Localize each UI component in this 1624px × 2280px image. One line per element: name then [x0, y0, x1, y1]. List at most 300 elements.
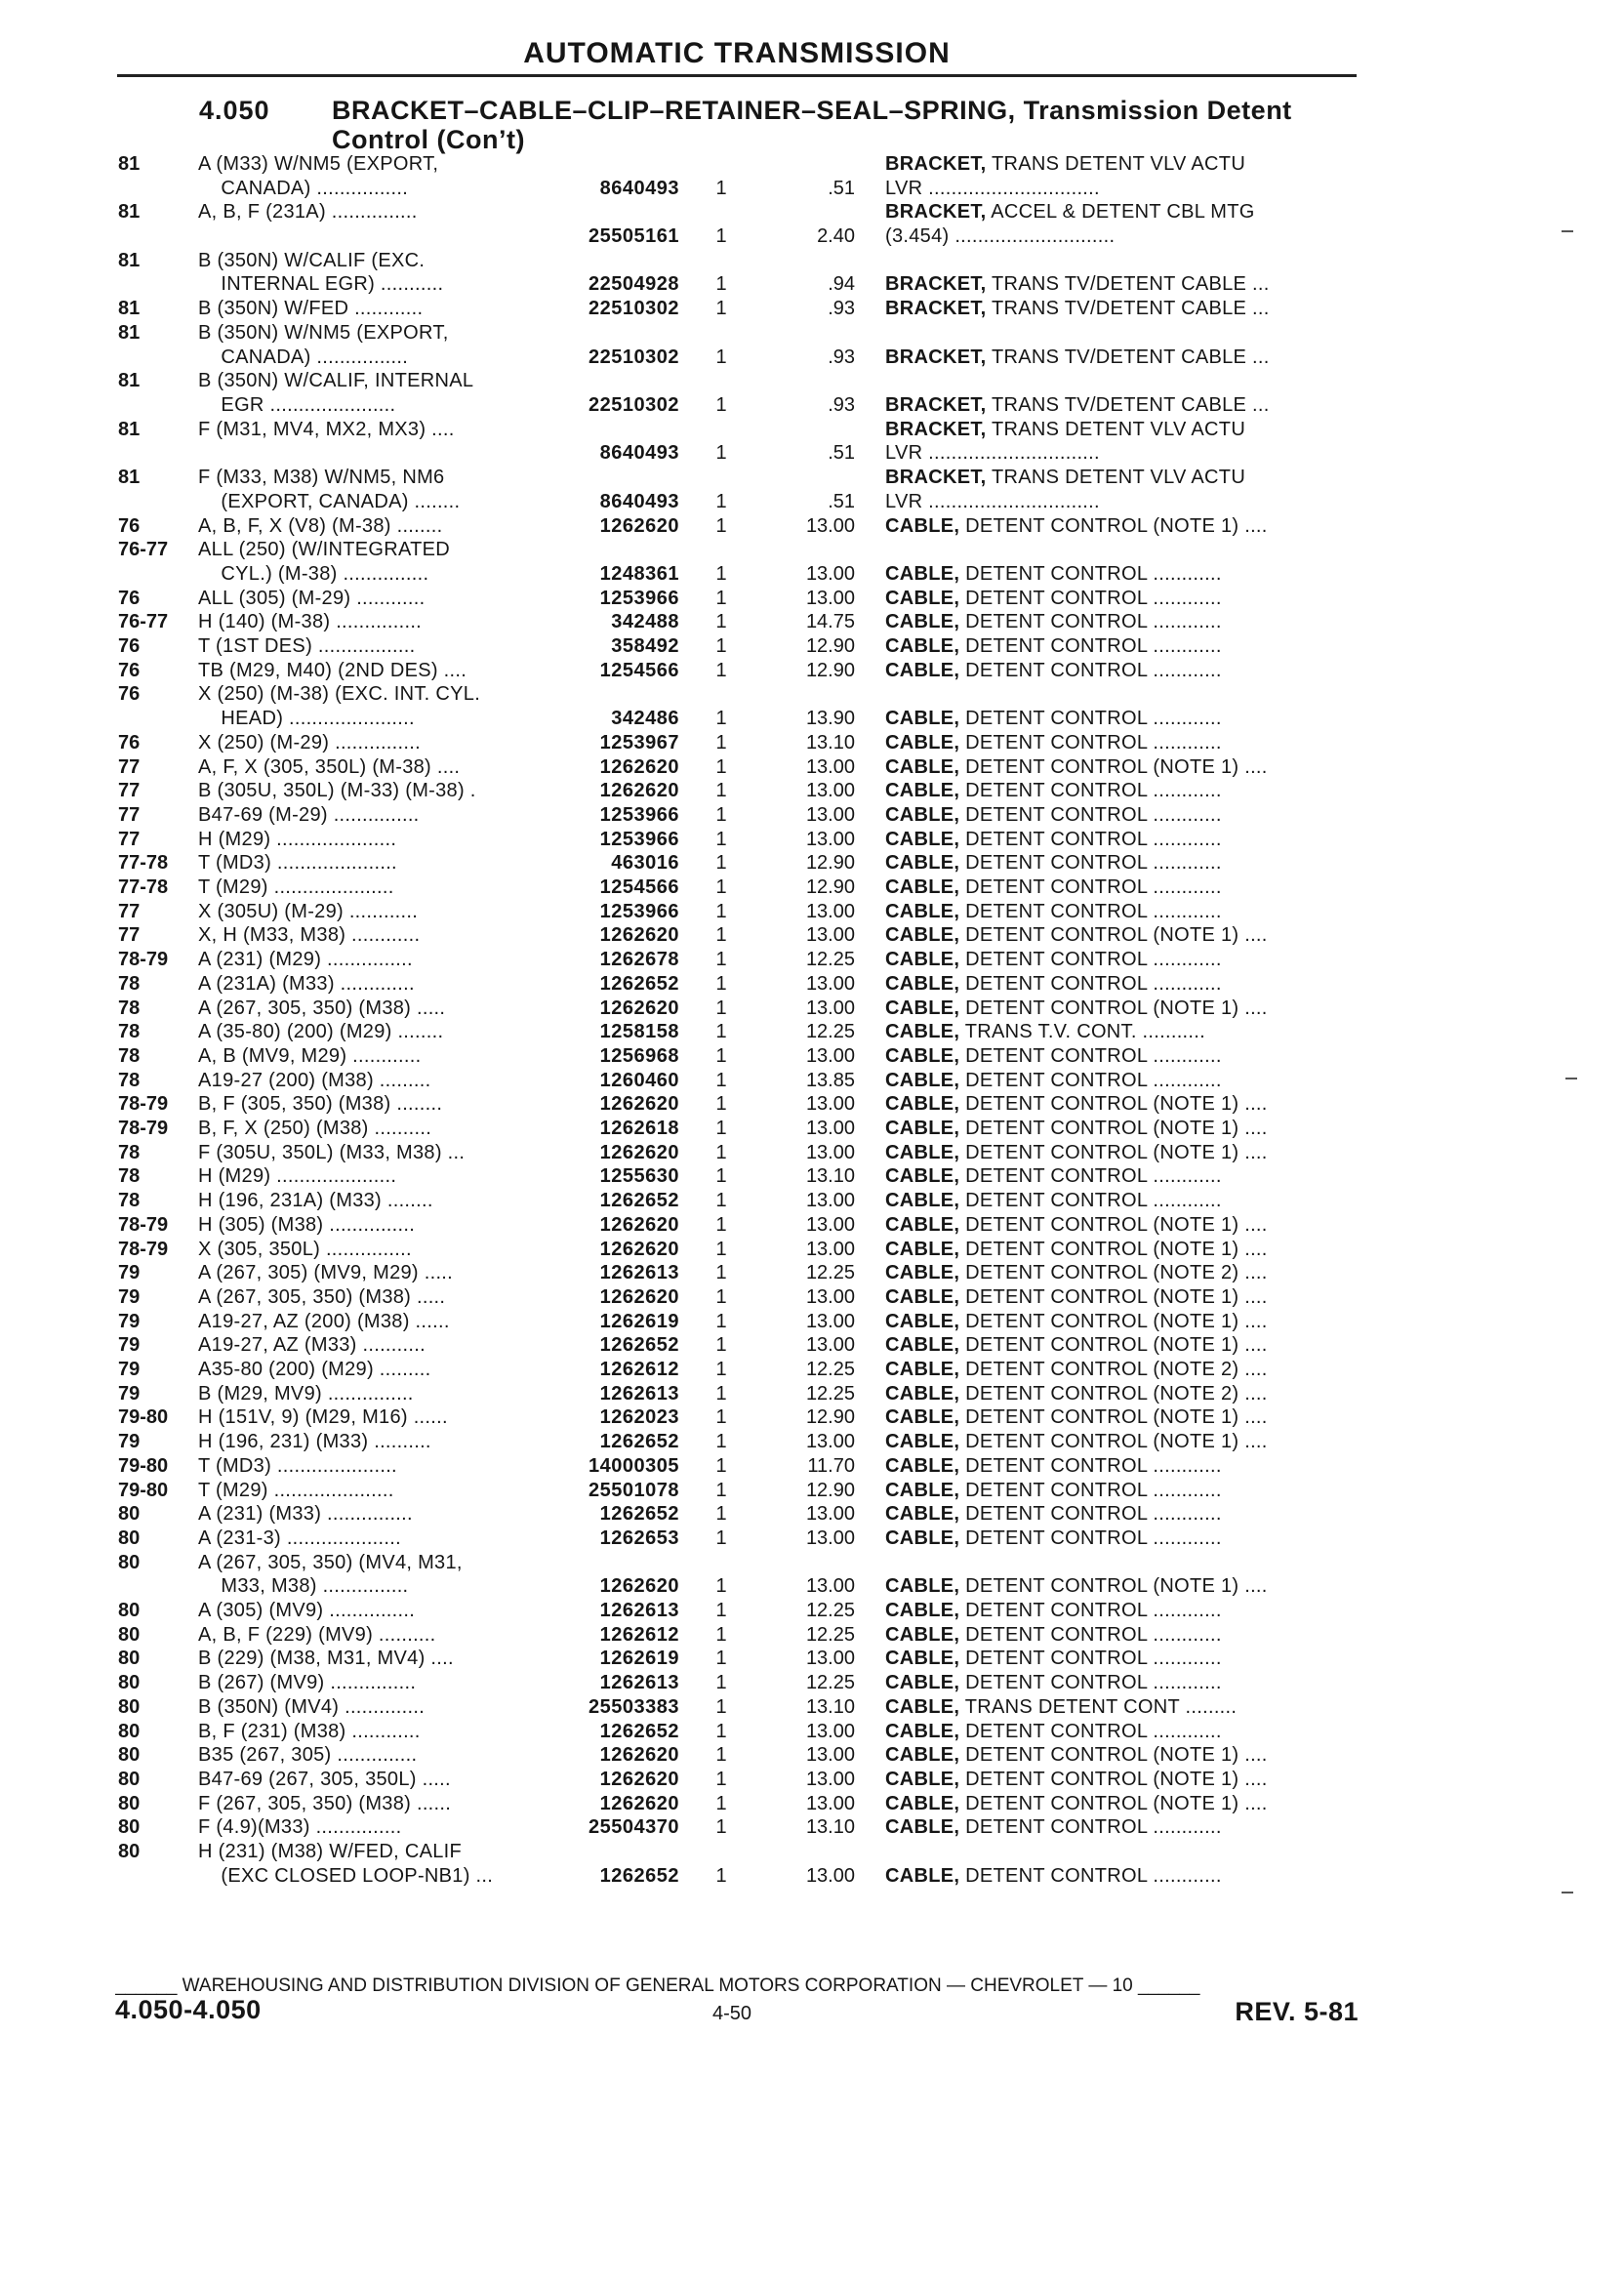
row-price: 14.75 — [805, 611, 855, 633]
table-row — [0, 1743, 1624, 1768]
item-type: CABLE, — [885, 1454, 960, 1477]
row-application — [198, 1092, 549, 1117]
item-type: CABLE, — [885, 1503, 960, 1526]
row-quantity: 1 — [715, 1816, 727, 1839]
item-type: CABLE, — [885, 1238, 960, 1260]
row-part-number: 1258158 — [599, 1021, 679, 1043]
table-row — [0, 1238, 1624, 1262]
item-type: CABLE, — [885, 1864, 960, 1887]
application-line: X (250) (M-38) (EXC. INT. CYL. — [198, 683, 481, 706]
row-price: 13.00 — [805, 1648, 855, 1670]
item-type: CABLE, — [885, 1431, 960, 1453]
item-type: CABLE, — [885, 1382, 960, 1405]
row-year: 78-79 — [118, 1213, 169, 1236]
description-text: DETENT CONTROL ............ — [965, 900, 1222, 922]
item-type: CABLE, — [885, 1190, 960, 1212]
description-line: (3.454) ............................ — [885, 225, 1116, 248]
row-part-number: 1262620 — [599, 1575, 679, 1598]
table-row — [0, 610, 1624, 634]
page-title: AUTOMATIC TRANSMISSION — [523, 37, 951, 69]
description-line — [885, 828, 1359, 852]
row-part-number: 8640493 — [599, 442, 679, 465]
application-line: CYL.) (M-38) ............... — [198, 562, 429, 585]
row-part-number: 358492 — [611, 635, 679, 657]
row-part-number: 1262652 — [599, 1503, 679, 1526]
row-year: 80 — [118, 1792, 141, 1814]
description-line — [885, 393, 1359, 418]
table-row — [0, 1310, 1624, 1334]
table-row — [0, 369, 1624, 417]
row-application — [198, 1213, 549, 1238]
row-quantity: 1 — [715, 1431, 727, 1453]
row-application — [198, 1671, 549, 1695]
description-text: DETENT CONTROL ............ — [965, 828, 1222, 850]
row-description — [885, 1069, 1359, 1093]
table-row — [0, 875, 1624, 900]
row-part-number: 1262619 — [599, 1310, 679, 1332]
row-part-number: 1255630 — [599, 1165, 679, 1188]
application-line: A (231-3) .................... — [198, 1527, 401, 1549]
application-line: X, H (M33, M38) ............ — [198, 924, 421, 947]
item-type: CABLE, — [885, 1720, 960, 1742]
row-part-number: 1262612 — [599, 1623, 679, 1646]
item-type: CABLE, — [885, 1768, 960, 1790]
row-application — [198, 1164, 549, 1189]
row-year: 80 — [118, 1720, 141, 1742]
item-type: CABLE, — [885, 635, 960, 657]
row-year: 77 — [118, 924, 141, 947]
row-price: 13.00 — [805, 1720, 855, 1742]
row-quantity: 1 — [715, 900, 727, 922]
description-line — [885, 1044, 1359, 1069]
item-type: CABLE, — [885, 876, 960, 898]
row-year: 78-79 — [118, 949, 169, 971]
item-type: CABLE, — [885, 1575, 960, 1598]
row-application — [198, 466, 549, 513]
row-application — [198, 948, 549, 972]
description-line — [885, 297, 1359, 321]
item-type: CABLE, — [885, 1334, 960, 1357]
description-text: DETENT CONTROL (NOTE 1) .... — [965, 1334, 1268, 1357]
application-line: H (M29) ..................... — [198, 1165, 397, 1188]
application-line: (EXPORT, CANADA) ........ — [198, 490, 461, 512]
description-text: DETENT CONTROL ............ — [965, 562, 1222, 585]
description-line — [885, 1333, 1359, 1358]
application-line: H (151V, 9) (M29, M16) ...... — [198, 1406, 448, 1429]
table-row — [0, 1382, 1624, 1406]
row-year: 80 — [118, 1527, 141, 1549]
row-quantity: 1 — [715, 177, 727, 199]
row-part-number: 1262619 — [599, 1648, 679, 1670]
application-line: B (350N) W/CALIF, INTERNAL — [198, 370, 474, 392]
table-row — [0, 1815, 1624, 1840]
description-line — [885, 997, 1359, 1021]
row-part-number: 1262620 — [599, 780, 679, 802]
row-year: 78 — [118, 997, 141, 1019]
application-line: CANADA) ................ — [198, 177, 409, 199]
row-application — [198, 900, 549, 924]
row-price: 13.00 — [805, 755, 855, 778]
application-line: F (M33, M38) W/NM5, NM6 — [198, 467, 445, 489]
row-part-number: 1262620 — [599, 1238, 679, 1260]
row-part-number: 1262620 — [599, 1285, 679, 1308]
description-text: DETENT CONTROL ............ — [965, 1527, 1222, 1549]
row-year: 81 — [118, 418, 141, 440]
description-line — [885, 1020, 1359, 1044]
description-text: DETENT CONTROL (NOTE 1) .... — [965, 1768, 1268, 1790]
row-year: 79-80 — [118, 1406, 169, 1429]
row-price: 12.25 — [805, 1623, 855, 1646]
row-application — [198, 1743, 549, 1768]
row-year: 78 — [118, 1021, 141, 1043]
description-line — [885, 1647, 1359, 1671]
row-price: 12.25 — [805, 1600, 855, 1621]
row-description — [885, 1358, 1359, 1382]
item-type: CABLE, — [885, 1816, 960, 1839]
row-part-number: 25505161 — [589, 225, 679, 248]
table-row — [0, 1599, 1624, 1623]
description-text: DETENT CONTROL (NOTE 1) .... — [965, 1285, 1268, 1308]
application-line: A, B, F (229) (MV9) .......... — [198, 1623, 436, 1646]
row-part-number: 1262652 — [599, 972, 679, 995]
item-type: CABLE, — [885, 611, 960, 633]
item-type: BRACKET, — [885, 418, 987, 440]
item-type: CABLE, — [885, 1623, 960, 1646]
application-line: B, F (305, 350) (M38) ........ — [198, 1093, 443, 1116]
row-part-number: 25501078 — [589, 1479, 679, 1501]
item-type: CABLE, — [885, 900, 960, 922]
table-row — [0, 1768, 1624, 1792]
table-row — [0, 1117, 1624, 1141]
table-row — [0, 1333, 1624, 1358]
row-quantity: 1 — [715, 298, 727, 320]
description-line — [885, 1768, 1359, 1792]
row-quantity: 1 — [715, 1190, 727, 1212]
row-price: 12.25 — [805, 1262, 855, 1284]
row-price: 13.00 — [805, 1118, 855, 1139]
row-quantity: 1 — [715, 1695, 727, 1718]
row-year: 77-78 — [118, 876, 169, 898]
row-quantity: 1 — [715, 803, 727, 826]
description-line — [885, 1623, 1359, 1648]
application-line: X (305U) (M-29) ............ — [198, 900, 419, 922]
row-price: 13.00 — [805, 1044, 855, 1067]
description-text: DETENT CONTROL ............ — [965, 1503, 1222, 1526]
description-line — [885, 659, 1359, 683]
row-part-number: 25503383 — [589, 1695, 679, 1718]
item-type: CABLE, — [885, 1093, 960, 1116]
description-line — [885, 900, 1359, 924]
item-type: BRACKET, — [885, 298, 987, 320]
row-application — [198, 321, 549, 369]
description-line — [885, 1358, 1359, 1382]
row-price: 13.90 — [805, 708, 855, 730]
application-line: H (305) (M38) ............... — [198, 1213, 416, 1236]
row-description — [885, 1141, 1359, 1165]
row-price: 13.00 — [805, 780, 855, 802]
row-description — [885, 1454, 1359, 1479]
application-line: A (231) (M29) ............... — [198, 949, 413, 971]
application-line: T (MD3) ..................... — [198, 1454, 397, 1477]
row-description — [885, 1671, 1359, 1695]
description-line — [885, 1502, 1359, 1527]
table-row — [0, 1840, 1624, 1888]
row-quantity: 1 — [715, 587, 727, 609]
row-year: 79 — [118, 1431, 141, 1453]
table-row — [0, 1551, 1624, 1599]
row-description — [885, 1382, 1359, 1406]
row-year: 76 — [118, 659, 141, 681]
row-part-number: 1253966 — [599, 828, 679, 850]
section-number: 4.050 — [199, 96, 270, 125]
description-line — [885, 1815, 1359, 1840]
description-line — [885, 1213, 1359, 1238]
row-application — [198, 297, 549, 321]
row-application — [198, 200, 549, 224]
row-year: 79-80 — [118, 1454, 169, 1477]
table-row — [0, 418, 1624, 466]
row-part-number: 1262620 — [599, 1744, 679, 1767]
item-type: CABLE, — [885, 1213, 960, 1236]
row-price: 12.90 — [805, 659, 855, 681]
row-part-number: 1260460 — [599, 1069, 679, 1091]
row-year: 79 — [118, 1334, 141, 1357]
row-quantity: 1 — [715, 1503, 727, 1526]
row-price: 13.00 — [805, 1744, 855, 1767]
description-text: DETENT CONTROL (NOTE 1) .... — [965, 755, 1268, 778]
application-line: A, B (MV9, M29) ............ — [198, 1044, 422, 1067]
description-line — [885, 1285, 1359, 1310]
row-part-number: 1262620 — [599, 514, 679, 537]
row-quantity: 1 — [715, 659, 727, 681]
table-row — [0, 682, 1624, 730]
table-row — [0, 297, 1624, 321]
row-part-number: 1262620 — [599, 1213, 679, 1236]
table-row — [0, 1213, 1624, 1238]
application-line: (EXC CLOSED LOOP-NB1) ... — [198, 1864, 494, 1887]
item-type: CABLE, — [885, 828, 960, 850]
row-quantity: 1 — [715, 1575, 727, 1598]
item-type: CABLE, — [885, 755, 960, 778]
row-description — [885, 997, 1359, 1021]
row-part-number: 1262613 — [599, 1382, 679, 1405]
row-description — [885, 346, 1359, 370]
row-year: 81 — [118, 298, 141, 320]
row-description — [885, 1864, 1359, 1889]
row-year: 79 — [118, 1310, 141, 1332]
item-type: CABLE, — [885, 1359, 960, 1380]
row-quantity: 1 — [715, 442, 727, 465]
row-application — [198, 1815, 549, 1840]
row-year: 76-77 — [118, 539, 169, 561]
row-price: 13.00 — [805, 972, 855, 995]
row-part-number: 22504928 — [589, 273, 679, 296]
row-price: 13.10 — [805, 1816, 855, 1839]
row-description — [885, 1117, 1359, 1141]
description-line — [885, 514, 1359, 539]
row-description — [885, 1647, 1359, 1671]
application-line: T (M29) ..................... — [198, 1479, 394, 1501]
row-application — [198, 1479, 549, 1503]
footer-page-number: 4-50 — [711, 2003, 752, 2024]
application-line: T (MD3) ..................... — [198, 852, 397, 875]
item-type: CABLE, — [885, 562, 960, 585]
description-text: DETENT CONTROL (NOTE 1) .... — [965, 1213, 1268, 1236]
application-line: X (250) (M-29) ............... — [198, 731, 421, 753]
description-line — [885, 587, 1359, 611]
item-type: CABLE, — [885, 780, 960, 802]
item-type: CABLE, — [885, 1527, 960, 1549]
row-price: 13.00 — [805, 1334, 855, 1357]
description-text: DETENT CONTROL ............ — [965, 1672, 1222, 1694]
row-year: 80 — [118, 1648, 141, 1670]
row-year: 80 — [118, 1695, 141, 1718]
application-line: A19-27 (200) (M38) ......... — [198, 1069, 431, 1091]
table-row — [0, 828, 1624, 852]
item-type: BRACKET, — [885, 201, 987, 224]
row-year: 80 — [118, 1600, 141, 1621]
description-text: DETENT CONTROL (NOTE 1) .... — [965, 1238, 1268, 1260]
row-part-number: 22510302 — [589, 346, 679, 368]
row-application — [198, 682, 549, 730]
row-quantity: 1 — [715, 1213, 727, 1236]
description-text: DETENT CONTROL ............ — [965, 1069, 1222, 1091]
row-part-number: 1248361 — [599, 562, 679, 585]
row-quantity: 1 — [715, 393, 727, 416]
row-quantity: 1 — [715, 1334, 727, 1357]
row-part-number: 22510302 — [589, 393, 679, 416]
row-description — [885, 1285, 1359, 1310]
row-quantity: 1 — [715, 1021, 727, 1043]
row-description — [885, 152, 1359, 200]
row-year: 78-79 — [118, 1118, 169, 1139]
row-year: 76 — [118, 587, 141, 609]
description-line — [885, 634, 1359, 659]
row-quantity: 1 — [715, 1720, 727, 1742]
row-year: 77 — [118, 755, 141, 778]
item-type: CABLE, — [885, 659, 960, 681]
item-type: CABLE, — [885, 1695, 960, 1718]
item-type: CABLE, — [885, 1141, 960, 1163]
row-year: 78 — [118, 1069, 141, 1091]
description-line — [885, 851, 1359, 875]
row-application — [198, 828, 549, 852]
row-year: 79 — [118, 1262, 141, 1284]
application-line: HEAD) ...................... — [198, 708, 415, 730]
description-text: DETENT CONTROL ............ — [965, 972, 1222, 995]
description-text: DETENT CONTROL ............ — [965, 659, 1222, 681]
row-part-number: 1262620 — [599, 1093, 679, 1116]
application-line: A (267, 305, 350) (MV4, M31, — [198, 1551, 463, 1573]
table-row — [0, 1405, 1624, 1430]
row-application — [198, 755, 549, 780]
item-type: CABLE, — [885, 708, 960, 730]
row-quantity: 1 — [715, 972, 727, 995]
row-year: 80 — [118, 1672, 141, 1694]
row-application — [198, 249, 549, 297]
row-year: 78-79 — [118, 1093, 169, 1116]
description-line — [885, 875, 1359, 900]
description-text: DETENT CONTROL (NOTE 1) .... — [965, 1118, 1268, 1139]
row-application — [198, 1599, 549, 1623]
item-type: CABLE, — [885, 1262, 960, 1284]
row-year: 80 — [118, 1768, 141, 1790]
application-line: A (231) (M33) ............... — [198, 1503, 413, 1526]
row-description — [885, 418, 1359, 466]
row-application — [198, 1405, 549, 1430]
description-text: DETENT CONTROL ............ — [965, 803, 1222, 826]
row-quantity: 1 — [715, 780, 727, 802]
footer-division-line: ______ WAREHOUSING AND DISTRIBUTION DIVISION OF GENERAL MOTORS CORPORATION — CHEVROLET — 10 ______ — [115, 1975, 1200, 1996]
row-price: 13.00 — [805, 1285, 855, 1308]
row-price: 13.00 — [805, 924, 855, 947]
row-price: 13.00 — [805, 1213, 855, 1236]
row-application — [198, 538, 549, 586]
item-type: CABLE, — [885, 803, 960, 826]
description-line — [885, 948, 1359, 972]
section-title: BRACKET–CABLE–CLIP–RETAINER–SEAL–SPRING, Transmission Detent Control (Con’t) — [332, 96, 1292, 154]
row-year: 76 — [118, 731, 141, 753]
row-part-number: 1262652 — [599, 1334, 679, 1357]
row-price: 12.25 — [805, 1382, 855, 1405]
table-row — [0, 1647, 1624, 1671]
description-line — [885, 610, 1359, 634]
row-application — [198, 1141, 549, 1165]
row-quantity: 1 — [715, 225, 727, 248]
row-part-number: 1253966 — [599, 803, 679, 826]
application-line: F (4.9)(M33) ............... — [198, 1816, 402, 1839]
item-type: CABLE, — [885, 949, 960, 971]
description-line — [885, 1164, 1359, 1189]
row-price: .51 — [828, 177, 855, 199]
description-text: DETENT CONTROL ............ — [965, 876, 1222, 898]
item-type: CABLE, — [885, 1069, 960, 1091]
description-text: TRANS TV/DETENT CABLE ... — [992, 298, 1270, 320]
item-type: CABLE, — [885, 1118, 960, 1139]
row-application — [198, 1527, 549, 1551]
row-description — [885, 900, 1359, 924]
row-description — [885, 466, 1359, 513]
row-part-number: 1262652 — [599, 1864, 679, 1887]
row-part-number: 1262613 — [599, 1600, 679, 1621]
description-line — [885, 346, 1359, 370]
row-part-number: 22510302 — [589, 298, 679, 320]
description-text: TRANS TV/DETENT CABLE ... — [992, 393, 1270, 416]
description-line — [885, 1382, 1359, 1406]
row-quantity: 1 — [715, 1285, 727, 1308]
row-application — [198, 418, 549, 442]
row-description — [885, 1020, 1359, 1044]
description-text: DETENT CONTROL ............ — [965, 1044, 1222, 1067]
row-description — [885, 1695, 1359, 1720]
row-application — [198, 1310, 549, 1334]
row-quantity: 1 — [715, 1165, 727, 1188]
row-year: 78 — [118, 1190, 141, 1212]
row-quantity: 1 — [715, 997, 727, 1019]
row-part-number: 1262652 — [599, 1190, 679, 1212]
row-price: 12.90 — [805, 1406, 855, 1429]
row-part-number: 342488 — [611, 611, 679, 633]
row-description — [885, 1768, 1359, 1792]
description-text: DETENT CONTROL ............ — [965, 1454, 1222, 1477]
row-description — [885, 297, 1359, 321]
row-application — [198, 1695, 549, 1720]
table-row — [0, 779, 1624, 803]
row-part-number: 1254566 — [599, 876, 679, 898]
description-text: TRANS DETENT CONT ......... — [964, 1695, 1238, 1718]
row-quantity: 1 — [715, 1648, 727, 1670]
application-line: B (M29, MV9) ............... — [198, 1382, 414, 1405]
